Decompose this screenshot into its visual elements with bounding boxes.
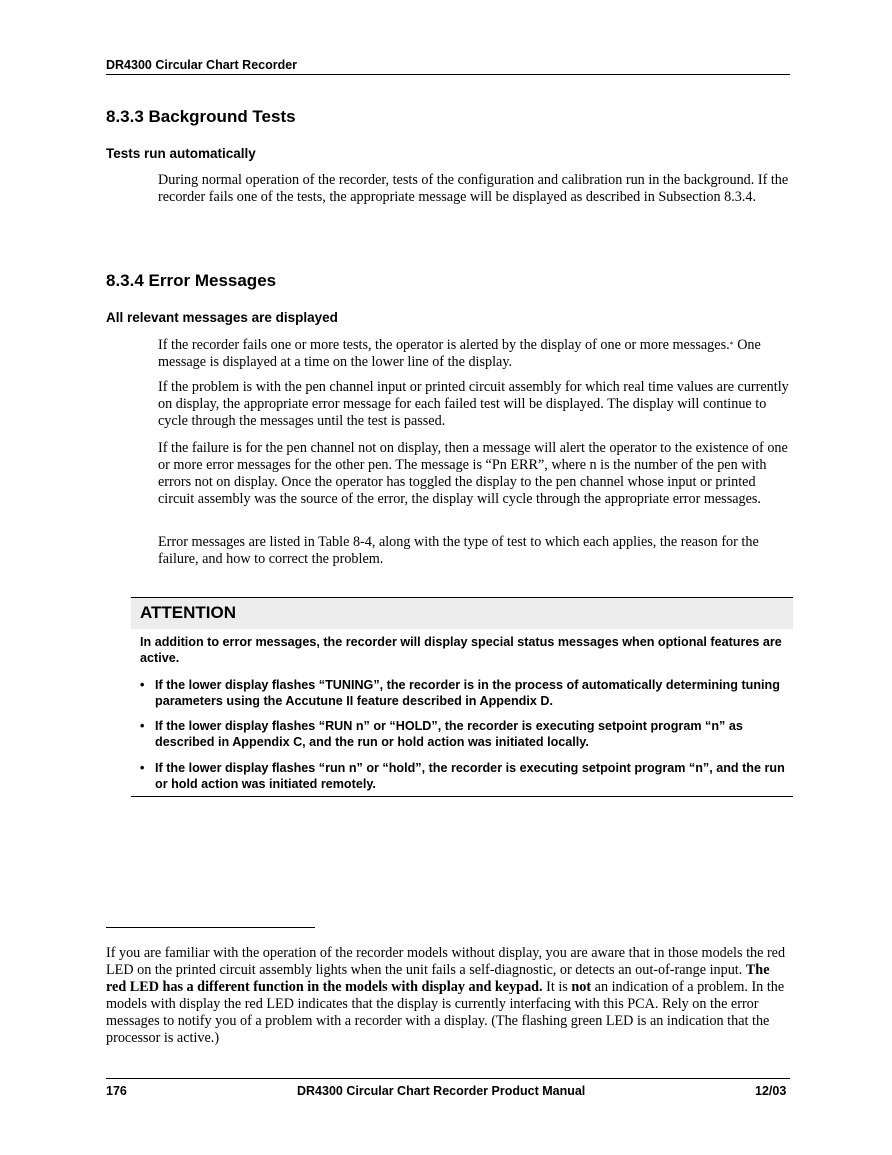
bullet-text: If the lower display flashes “RUN n” or “HOLD”, the recorder is executing setpoint program “n” as described in Appendix C, and the run or hold action was initiated locally. <box>155 719 743 749</box>
bullet-dot: • <box>140 719 145 733</box>
footnote-reference-mark: * <box>729 340 734 349</box>
footer-rule <box>106 1078 790 1079</box>
section-heading-8-3-3: 8.3.3 Background Tests <box>106 107 296 126</box>
attention-title: ATTENTION <box>140 603 237 622</box>
bullet-dot: • <box>140 678 145 692</box>
subheading-all-relevant-messages: All relevant messages are displayed <box>106 310 338 325</box>
bullet-text: If the lower display flashes “TUNING”, the recorder is in the process of automatically determining tuning parameters using the Accutune II feature described in Appendix D. <box>155 678 780 708</box>
footnote-not: not <box>571 979 592 995</box>
bullet-text: If the lower display flashes “run n” or “hold”, the recorder is executing setpoint program “n”, and the run or hold action was initiated remotely. <box>155 761 785 791</box>
footer-manual-title: DR4300 Circular Chart Recorder Product Manual <box>297 1084 586 1098</box>
footer-date: 12/03 <box>755 1084 787 1098</box>
background-tests-paragraph: During normal operation of the recorder, tests of the configuration and calibration run in the background. If the recorder fails one of the tests, the appropriate message will be displayed as described in Subsection 8.3.4. <box>158 172 789 205</box>
footnote-text-a: If you are familiar with the operation of the recorder models without display, you are aware that in those models the red LED on the printed circuit assembly lights when the unit fails a self-diagnostic, or detects an out-of-range input. <box>106 945 786 978</box>
footnote-bold-statement: The red LED has a different function in the models with display and keypad. <box>106 962 770 995</box>
error-messages-paragraph-1 <box>158 337 790 371</box>
subheading-tests-run-automatically: Tests run automatically <box>106 146 256 161</box>
attention-bottom-rule <box>131 796 793 797</box>
attention-intro: In addition to error messages, the recorder will display special status messages when optional features are active. <box>140 635 782 665</box>
paragraph-1-text-a: If the recorder fails one or more tests, the operator is alerted by the display of one or more messages. <box>158 337 730 353</box>
footnote <box>106 945 790 1047</box>
footnote-text-b: It is <box>542 979 572 995</box>
paragraph-1-text-b: One message is displayed at a time on the lower line of the display. <box>158 337 761 370</box>
running-header: DR4300 Circular Chart Recorder <box>106 58 298 72</box>
attention-box <box>131 597 793 797</box>
section-heading-8-3-4: 8.3.4 Error Messages <box>106 271 277 290</box>
footnote-text-c: an indication of a problem. In the models with display the red LED indicates that the display is currently interfacing with this PCA. Rely on the error messages to notify you of a problem with a recorder with a display. (The flashing green LED is an indication that the processor is active.) <box>106 979 785 1046</box>
error-messages-paragraph-3: If the failure is for the pen channel not on display, then a message will alert the operator to the existence of one or more error messages for the other pen. The message is “Pn ERR”, where n is the number of the pen with errors not on display. Once the operator has toggled the display to the pen channel whose input or printed circuit assembly was the source of the error, the display will cycle through the appropriate error messages. <box>158 440 788 507</box>
error-messages-paragraph-4: Error messages are listed in Table 8-4, along with the type of test to which each applies, the reason for the failure, and how to correct the problem. <box>158 534 759 567</box>
footnote-rule <box>106 927 315 928</box>
header-rule <box>106 74 790 75</box>
error-messages-paragraph-2: If the problem is with the pen channel input or printed circuit assembly for which real time values are currently on display, the appropriate error message for each failed test will be displayed. The display will continue to cycle through the messages until the test is passed. <box>158 379 789 429</box>
bullet-dot: • <box>140 761 145 775</box>
footer-page-number: 176 <box>106 1084 127 1098</box>
